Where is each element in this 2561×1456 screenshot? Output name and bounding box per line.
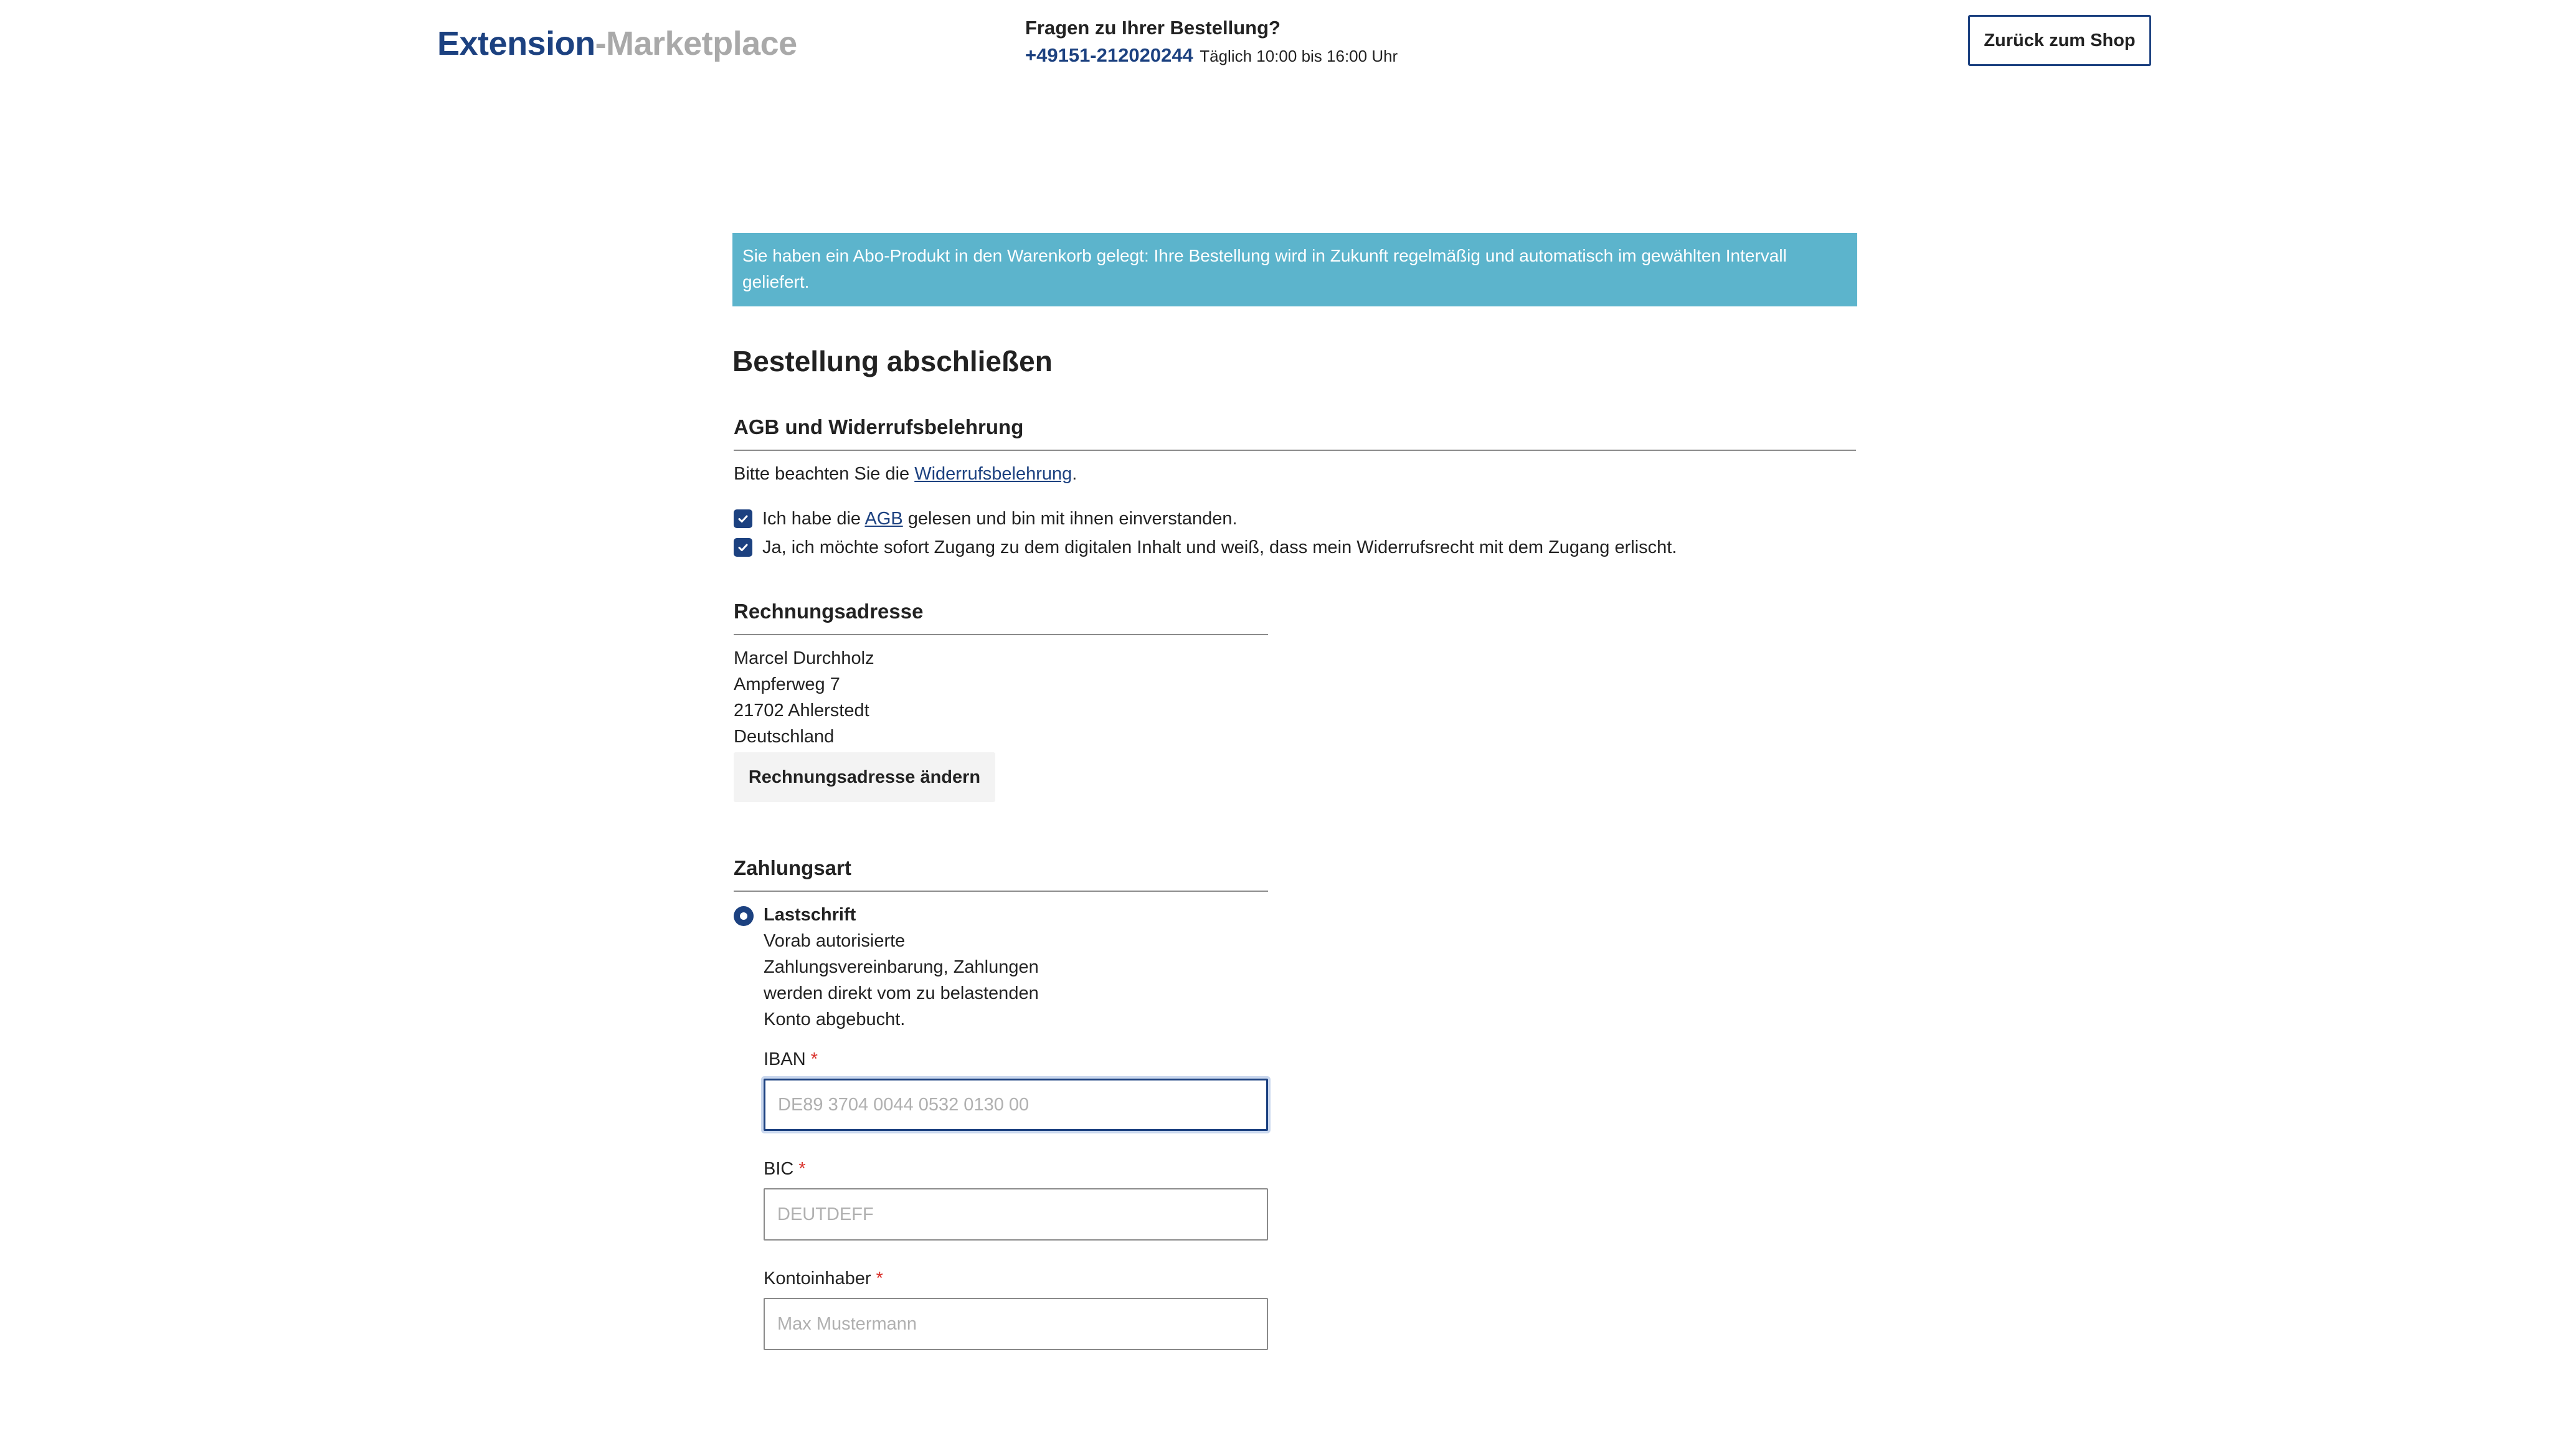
billing-name: Marcel Durchholz — [734, 648, 874, 668]
withdrawal-notice-suffix: . — [1072, 464, 1077, 484]
terms-section-title: AGB und Widerrufsbelehrung — [734, 414, 1856, 451]
agb-consent-label — [762, 505, 1238, 532]
account-holder-input[interactable] — [764, 1298, 1268, 1350]
billing-country: Deutschland — [734, 727, 835, 747]
contact-info — [1025, 15, 1398, 72]
logo-text-primary: Extension — [437, 25, 595, 62]
payment-method-direct-debit[interactable] — [734, 902, 1268, 1033]
payment-section — [734, 854, 1268, 1350]
required-mark: * — [876, 1269, 883, 1288]
account-holder-label — [764, 1265, 1268, 1292]
payment-method-description: Vorab autorisierte Zahlungsvereinbarung, Zahlungen werden direkt vom zu belastenden Konto abgebucht. — [764, 931, 1039, 1029]
agb-consent-prefix: Ich habe die — [762, 509, 865, 529]
checkmark-icon — [737, 541, 749, 554]
agb-consent-row[interactable] — [734, 504, 1856, 533]
contact-hours: Täglich 10:00 bis 16:00 Uhr — [1200, 47, 1398, 65]
radio-dot-icon — [740, 912, 747, 920]
agb-checkbox[interactable] — [734, 509, 752, 528]
required-mark: * — [810, 1049, 818, 1069]
direct-debit-fields — [764, 1046, 1268, 1350]
subscription-notice: Sie haben ein Abo-Produkt in den Warenkorb gelegt: Ihre Bestellung wird in Zukunft regelmäßig und automatisch im gewählten Intervall geliefert. — [732, 233, 1857, 306]
payment-method-radio[interactable] — [734, 906, 754, 926]
bic-input[interactable] — [764, 1188, 1268, 1241]
bic-label-text: BIC — [764, 1159, 794, 1179]
required-mark: * — [798, 1159, 806, 1179]
payment-method-name: Lastschrift — [764, 905, 856, 925]
checkout-main — [732, 233, 1857, 1288]
logo[interactable] — [437, 21, 797, 66]
agb-consent-suffix: gelesen und bin mit ihnen einverstanden. — [902, 509, 1238, 529]
contact-phone-line — [1025, 42, 1398, 72]
digital-content-consent-label: Ja, ich möchte sofort Zugang zu dem digitalen Inhalt und weiß, dass mein Widerrufsrecht mit dem Zugang erlischt. — [762, 537, 1677, 557]
back-to-shop-button[interactable]: Zurück zum Shop — [1968, 15, 2151, 66]
digital-content-consent-row[interactable] — [734, 533, 1856, 562]
account-holder-label-text: Kontoinhaber — [764, 1269, 871, 1288]
billing-address-block — [734, 645, 1268, 750]
contact-question: Fragen zu Ihrer Bestellung? — [1025, 17, 1280, 39]
page-title: Bestellung abschließen — [732, 345, 1053, 377]
billing-address-title: Rechnungsadresse — [734, 598, 1268, 635]
logo-text-secondary: -Marketplace — [595, 25, 797, 62]
billing-address-section — [734, 598, 1268, 802]
iban-label — [764, 1046, 1268, 1072]
agb-link[interactable]: AGB — [864, 509, 903, 529]
withdrawal-notice — [734, 461, 1856, 487]
contact-phone[interactable]: +49151-212020244 — [1025, 44, 1193, 66]
iban-input[interactable] — [764, 1079, 1268, 1131]
payment-section-title: Zahlungsart — [734, 854, 1268, 892]
withdrawal-notice-prefix: Bitte beachten Sie die — [734, 464, 915, 484]
billing-street: Ampferweg 7 — [734, 674, 840, 694]
checkmark-icon — [737, 513, 749, 525]
iban-label-text: IBAN — [764, 1049, 806, 1069]
change-billing-address-button[interactable]: Rechnungsadresse ändern — [734, 752, 995, 802]
terms-section — [734, 414, 1856, 562]
withdrawal-policy-link[interactable]: Widerrufsbelehrung — [914, 464, 1072, 484]
bic-label — [764, 1156, 1268, 1182]
billing-city: 21702 Ahlerstedt — [734, 701, 869, 721]
digital-content-checkbox[interactable] — [734, 538, 752, 557]
